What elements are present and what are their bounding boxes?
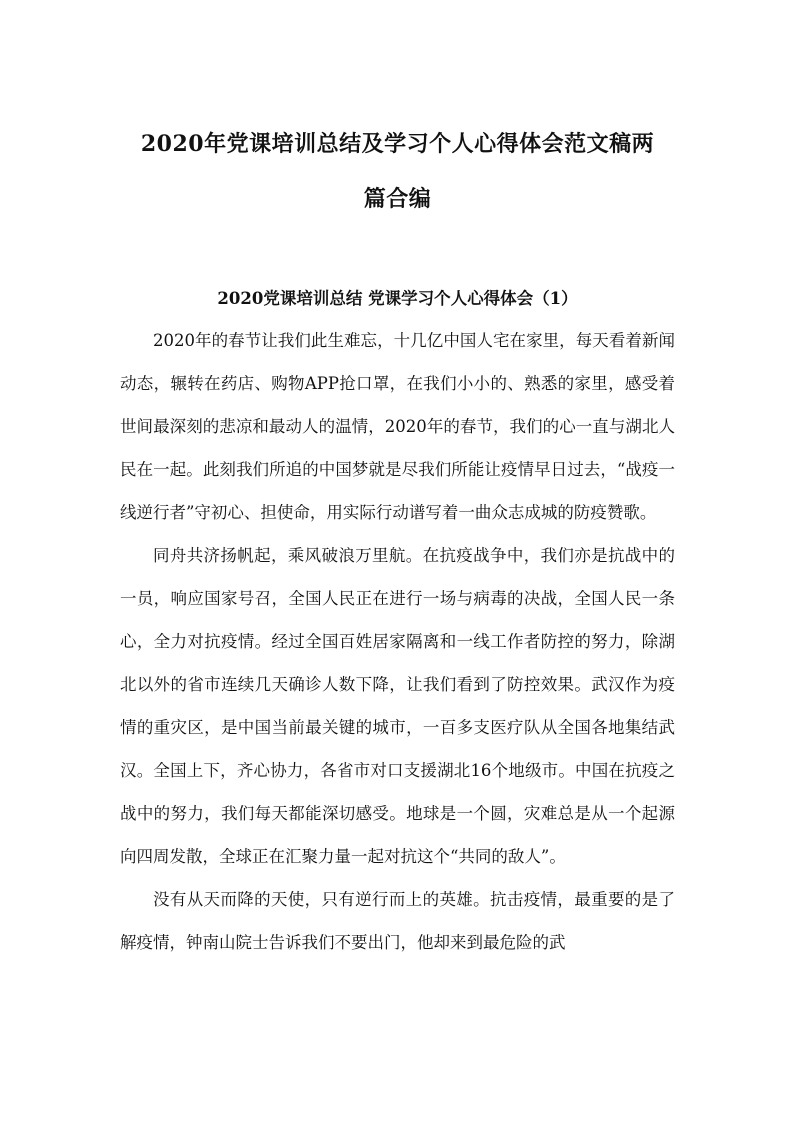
document-title-line-2: 篇合编 bbox=[363, 186, 432, 212]
paragraph-1: 2020年的春节让我们此生难忘，十几亿中国人宅在家里，每天看着新闻动态，辗转在药店、购物APP抢口罩，在我们小小的、熟悉的家里，感受着世间最深刻的悲凉和最动人的温情，2020年的春节，我们的心一直与湖北人民在一起。此刻我们所追的中国梦就是尽我们所能让疫情早日过去，“战疫一线逆行者”守初心、担使命，用实际行动谱写着一曲众志成城的防疫赞歌。 bbox=[120, 331, 675, 522]
document-page bbox=[120, 0, 675, 1123]
paragraph-3: 没有从天而降的天使，只有逆行而上的英雄。抗击疫情，最重要的是了解疫情，钟南山院士告诉我们不要出门，他却来到最危险的武 bbox=[120, 890, 675, 952]
section-heading: 2020党课培训总结 党课学习个人心得体会（1） bbox=[217, 289, 578, 308]
document-body bbox=[120, 319, 675, 964]
document-title-line-1: 2020年党课培训总结及学习个人心得体会范文稿两 bbox=[140, 131, 655, 157]
paragraph-2: 同舟共济扬帆起，乘风破浪万里航。在抗疫战争中，我们亦是抗战中的一员，响应国家号召，全国人民正在进行一场与病毒的决战，全国人民一条心，全力对抗疫情。经过全国百姓居家隔离和一线工作者防控的努力，除湖北以外的省市连续几天确诊人数下降，让我们看到了防控效果。武汉作为疫情的重灾区，是中国当前最关键的城市，一百多支医疗队从全国各地集结武汉。全国上下，齐心协力，各省市对口支援湖北16个地级市。中国在抗疫之战中的努力，我们每天都能深切感受。地球是一个圆，灾难总是从一个起源向四周发散，全球正在汇聚力量一起对抗这个“共同的敌人”。 bbox=[120, 546, 675, 866]
